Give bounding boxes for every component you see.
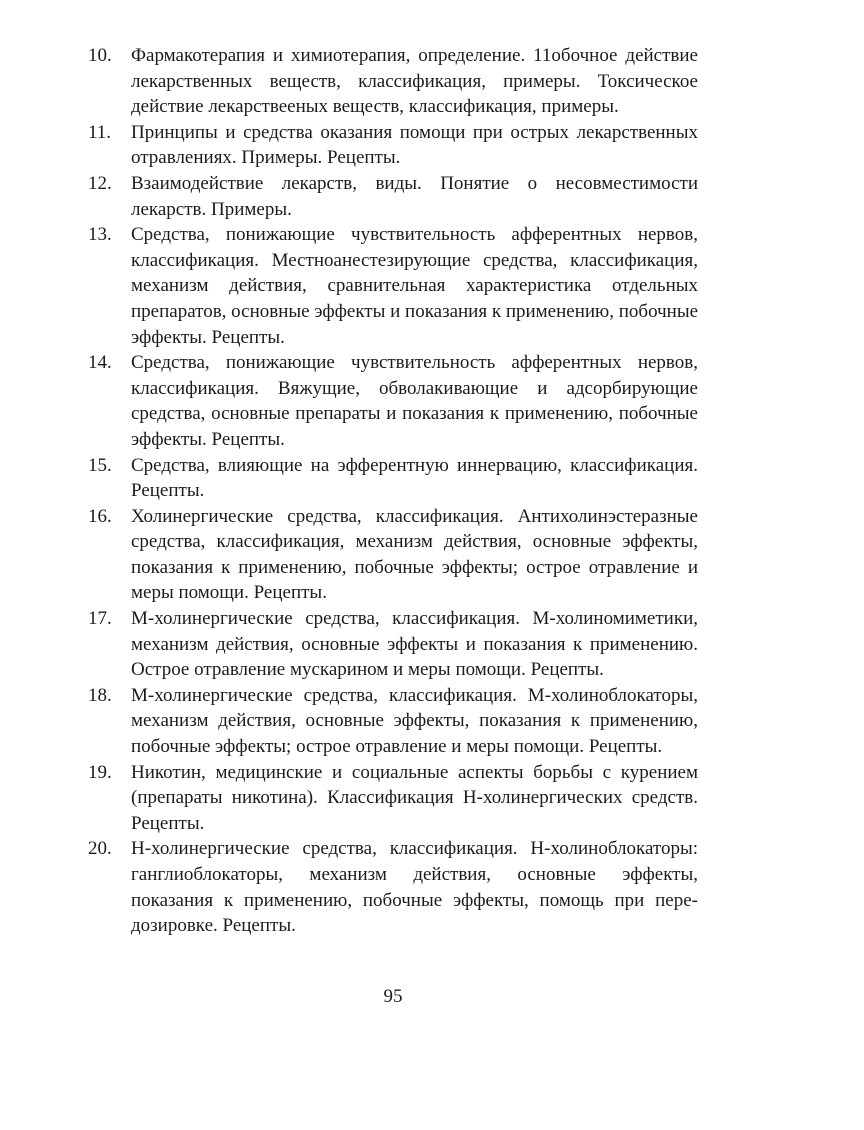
question-text: Принципы и средства оказания помощи при острых лекарственных отравлениях. Примеры. Рецепты. — [131, 121, 698, 169]
question-number: 15. — [88, 454, 112, 476]
page-number: 95 — [383, 986, 403, 1007]
question-text: Средства, понижающие чувствительность афферентных нервов, классификация. Вяжущие, обволакивающие и адсорбирующие средства, основные препараты и показания к применению, побочные эффекты. Рецепты. — [131, 352, 698, 450]
question-item-12 — [88, 171, 698, 222]
question-number: 13. — [88, 224, 112, 246]
question-item-11 — [88, 120, 698, 171]
question-item-10 — [88, 43, 698, 120]
question-text: М-холинергические средства, классификация. М-холиноблокаторы, механизм действия, основные эффекты, показания к применению, побочные эффекты; острое отравление и меры помощи. Рецепты. — [131, 684, 698, 758]
question-text: Взаимодействие лекарств, виды. Понятие о несовместимости лекарств. Примеры. — [131, 172, 698, 220]
question-text: Холинергические средства, классификация. Антихолинэстеразные средства, классификация, механизм действия, основные эффекты, показания к применению, побочные эффекты; острое отравление и меры помощи. Рецепты. — [131, 505, 698, 604]
question-item-13 — [88, 222, 698, 350]
exam-question-list — [88, 43, 698, 939]
question-text: Средства, влияющие на эфферентную иннервацию, классификация. Рецепты. — [131, 454, 698, 502]
question-item-18 — [88, 683, 698, 760]
question-item-17 — [88, 606, 698, 683]
question-text: Н-холинергические средства, классификация. Н-холиноблокаторы: ганглиоблокаторы, механизм действия, основные эффекты, показания к применению, побочные эффекты, помощь при передозировке. Рецепты. — [131, 838, 698, 937]
question-text: Никотин, медицинские и социальные аспекты борьбы с курением (препараты никотина). Классификация Н-холинергических средств. Рецепты. — [131, 761, 698, 834]
question-number: 14. — [88, 352, 112, 374]
question-text: Средства, понижающие чувствительность афферентных нервов, классификация. Местноанестезирующие средства, классификация, механизм действия, сравнительная характеристика отдельных препаратов, основные эффекты и показания к применению, побочные эффекты. Рецепты. — [131, 224, 699, 348]
question-text: М-холинергические средства, классификация. М-холиномиметики, механизм действия, основные эффекты и показания к применению. Острое отравление мускарином и меры помощи. Рецепты. — [131, 608, 698, 681]
question-number: 18. — [88, 684, 112, 706]
question-number: 11. — [88, 121, 112, 143]
question-number: 16. — [88, 505, 112, 527]
question-item-14 — [88, 350, 698, 452]
question-number: 12. — [88, 172, 112, 194]
question-number: 20. — [88, 838, 112, 860]
question-item-16 — [88, 504, 698, 606]
question-number: 17. — [88, 608, 112, 630]
question-item-19 — [88, 760, 698, 837]
question-number: 19. — [88, 761, 112, 783]
question-item-20 — [88, 836, 698, 938]
question-number: 10. — [88, 45, 112, 66]
question-text: Фармакотерапия и химиотерапия, определение. 11обочное действие лекарственных веществ, классификация, примеры. Токсическое действие лекарствееных веществ, классификация, примеры. — [131, 45, 698, 118]
question-item-15 — [88, 453, 698, 504]
